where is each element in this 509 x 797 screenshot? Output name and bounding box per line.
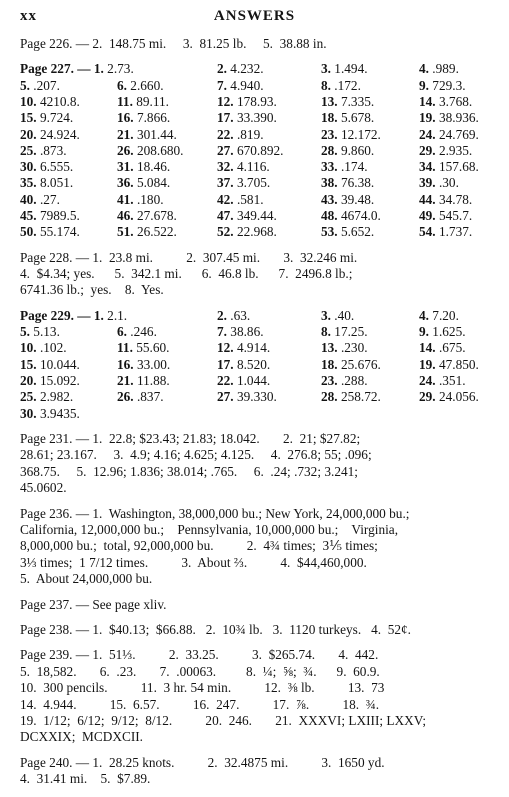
item-number: 25. xyxy=(20,142,40,158)
answer-line: Page 228. — 1. 23.8 mi. 2. 307.45 mi. 3. 32.246 mi. xyxy=(20,249,358,265)
item-number: 39. xyxy=(419,175,439,191)
page-title: ANSWERS xyxy=(213,8,296,24)
item-number: 21. xyxy=(117,373,137,389)
answer-line: 28.61; 23.167. 3. 4.9; 4.16; 4.625; 4.125. 4. 276.8; 55; .096; xyxy=(20,447,372,463)
answer-item xyxy=(117,143,217,159)
item-value: 47.850. xyxy=(438,356,479,372)
item-number: 31. xyxy=(117,159,137,175)
item-value: 1.625. xyxy=(432,324,466,340)
answer-item xyxy=(321,192,419,208)
item-number: 30. xyxy=(20,159,40,175)
item-number: 48. xyxy=(321,208,341,224)
answer-item xyxy=(117,340,217,356)
item-number: 4. xyxy=(419,307,433,323)
item-number: 11. xyxy=(117,340,137,356)
item-value: 24.056. xyxy=(438,389,479,405)
item-value: 5.13. xyxy=(33,324,60,340)
item-number: 24. xyxy=(419,373,439,389)
item-number: 41. xyxy=(117,191,137,207)
item-number: 52. xyxy=(217,224,237,240)
item-value: 17.25. xyxy=(334,324,368,340)
item-value: .172. xyxy=(334,77,361,93)
item-number: 12. xyxy=(217,340,237,356)
answer-item xyxy=(217,224,321,240)
item-value: .351. xyxy=(438,373,466,389)
item-number: 19. xyxy=(419,356,439,372)
item-value: .174. xyxy=(340,159,368,175)
section-page-226 xyxy=(20,36,500,52)
item-value: 38.86. xyxy=(230,324,264,340)
item-value: 2.982. xyxy=(39,389,74,405)
answer-item xyxy=(217,373,321,389)
item-value: 4.914. xyxy=(236,340,271,356)
answer-item xyxy=(419,389,500,405)
answer-item xyxy=(419,127,500,143)
answer-item xyxy=(117,224,217,240)
item-number: 49. xyxy=(419,208,439,224)
item-value: 349.44. xyxy=(236,208,277,224)
answer-item xyxy=(321,127,419,143)
item-number: 47. xyxy=(217,208,237,224)
answer-item xyxy=(117,175,217,191)
answer-item xyxy=(217,175,321,191)
item-value: 4210.8. xyxy=(39,94,80,109)
item-value: 26.522. xyxy=(136,224,177,240)
item-value: 55.60. xyxy=(136,340,170,356)
answer-line: Page 237. — See page xliv. xyxy=(20,596,167,612)
item-number: 23. xyxy=(321,373,341,389)
answer-item xyxy=(419,208,500,224)
item-number: 44. xyxy=(419,191,439,207)
item-value: 3.768. xyxy=(438,94,473,109)
item-value: .819. xyxy=(236,126,264,142)
answers-body xyxy=(20,36,500,797)
item-number: 5. xyxy=(20,324,34,340)
item-value: .675. xyxy=(438,340,466,356)
answer-line: California, 12,000,000 bu.; Pennsylvania, 10,000,000 bu.; Virginia, xyxy=(20,522,399,537)
answer-item xyxy=(20,94,117,110)
answer-line: Page 236. — 1. Washington, 38,000,000 bu.; New York, 24,000,000 bu.; xyxy=(20,505,410,521)
item-value: 7.866. xyxy=(136,110,171,126)
page-number: xx xyxy=(20,8,37,24)
item-number: 13. xyxy=(321,340,341,356)
answer-line: Page 238. — 1. $40.13; $66.88. 2. 10¾ lb. 3. 1120 turkeys. 4. 52¢. xyxy=(20,622,412,638)
answer-line: 368.75. 5. 12.96; 1.836; 38.014; .765. 6. .24; .732; 3.241; xyxy=(20,463,358,479)
item-number: 28. xyxy=(321,142,341,158)
answer-item xyxy=(217,127,321,143)
item-value: 258.72. xyxy=(340,389,381,405)
answer-item xyxy=(20,78,117,94)
item-value: 4.116. xyxy=(236,159,270,175)
item-value: 8.520. xyxy=(236,356,271,372)
answer-line: Page 240. — 1. 28.25 knots. 2. 32.4875 mi. 3. 1650 yd. xyxy=(20,754,385,770)
answer-item xyxy=(20,127,117,143)
item-number: 18. xyxy=(321,356,341,372)
answer-item xyxy=(321,208,419,224)
answer-line: Page 226. — 2. 148.75 mi. 3. 81.25 lb. 5. 38.88 in. xyxy=(20,36,327,51)
answer-item xyxy=(20,208,117,224)
answer-item xyxy=(321,308,419,324)
answer-item xyxy=(20,192,117,208)
item-value: .30. xyxy=(438,175,459,191)
answer-item xyxy=(20,61,217,77)
item-number: 8. xyxy=(321,324,335,340)
item-number: 10. xyxy=(20,340,40,356)
item-value: 5.678. xyxy=(340,110,375,126)
section-page-227 xyxy=(20,61,500,240)
item-value: .207. xyxy=(33,77,60,93)
item-value: 2.935. xyxy=(438,142,473,158)
answer-item xyxy=(321,175,419,191)
item-value: 24.769. xyxy=(438,126,479,142)
answer-item xyxy=(117,78,217,94)
item-value: 4674.0. xyxy=(340,208,381,224)
answer-item xyxy=(419,110,500,126)
item-number: 14. xyxy=(419,340,439,356)
item-value: .230. xyxy=(340,340,368,356)
item-value: .40. xyxy=(334,307,355,323)
answer-item xyxy=(217,308,321,324)
item-value: 1.494. xyxy=(334,61,368,77)
item-number: 11. xyxy=(117,94,137,109)
item-number: 10. xyxy=(20,94,40,109)
answer-item xyxy=(217,389,321,405)
answer-item xyxy=(321,143,419,159)
item-number: 32. xyxy=(217,159,237,175)
section-page-239 xyxy=(20,647,500,745)
item-number: 46. xyxy=(117,208,137,224)
item-number: 17. xyxy=(217,110,237,126)
item-number: 26. xyxy=(117,389,137,405)
answer-item xyxy=(20,406,117,422)
answer-item xyxy=(419,94,500,110)
item-number: 26. xyxy=(117,142,137,158)
answer-item xyxy=(20,159,117,175)
answer-item xyxy=(321,357,419,373)
answer-line: 4. 31.41 mi. 5. $7.89. xyxy=(20,771,151,787)
item-value: .989. xyxy=(432,61,459,77)
answer-item xyxy=(321,159,419,175)
item-number: 54. xyxy=(419,224,439,240)
item-value: 39.48. xyxy=(340,191,375,207)
item-value: 9.860. xyxy=(340,142,375,158)
item-number: 28. xyxy=(321,389,341,405)
answer-line: 10. 300 pencils. 11. 3 hr. 54 min. 12. ⅜ lb. 13. 73 xyxy=(20,680,385,696)
item-number: 22. xyxy=(217,126,237,142)
answer-line: 14. 4.944. 15. 6.57. 16. 247. 17. ⅞. 18. ¾. xyxy=(20,696,380,712)
item-number: 27. xyxy=(217,142,237,158)
answer-line: 8,000,000 bu.; total, 92,000,000 bu. 2. 4¾ times; 3⅕ times; xyxy=(20,538,378,554)
item-number: 43. xyxy=(321,191,341,207)
item-value: .837. xyxy=(136,389,164,405)
item-number: 4. xyxy=(419,61,433,77)
item-number: 37. xyxy=(217,175,237,191)
section-page-237 xyxy=(20,597,500,613)
item-value: 7.335. xyxy=(340,94,375,109)
answer-item xyxy=(20,340,117,356)
item-number: 51. xyxy=(117,224,137,240)
item-value: 10.044. xyxy=(39,356,80,372)
item-value: 4.940. xyxy=(230,77,264,93)
answer-line: DCXXIX; MCDXCII. xyxy=(20,729,143,745)
item-value: 38.936. xyxy=(438,110,479,126)
item-number: 9. xyxy=(419,324,433,340)
answer-item xyxy=(20,224,117,240)
answer-item xyxy=(217,357,321,373)
item-value: 15.092. xyxy=(39,373,80,389)
answer-item xyxy=(419,340,500,356)
answer-line: 19. 1/12; 6/12; 9/12; 8/12. 20. 246. 21. XXXVI; LXIII; LXXV; xyxy=(20,713,427,729)
answer-item xyxy=(117,192,217,208)
item-value: .288. xyxy=(340,373,368,389)
answer-line: 6741.36 lb.; yes. 8. Yes. xyxy=(20,282,164,298)
item-value: 11.88. xyxy=(136,373,170,389)
answer-item xyxy=(20,373,117,389)
answer-item xyxy=(419,192,500,208)
answer-item xyxy=(419,357,500,373)
section-label: Page 229. — xyxy=(20,307,94,323)
section-page-238 xyxy=(20,622,500,638)
answer-item xyxy=(217,159,321,175)
answer-line: 4. $4.34; yes. 5. 342.1 mi. 6. 46.8 lb. 7. 2496.8 lb.; xyxy=(20,266,353,282)
item-number: 36. xyxy=(117,175,137,191)
item-number: 6. xyxy=(117,77,131,93)
item-value: 6.555. xyxy=(39,159,74,175)
answer-line: 5. About 24,000,000 bu. xyxy=(20,571,153,587)
item-value: 178.93. xyxy=(236,94,277,109)
item-value: .581. xyxy=(236,191,264,207)
item-value: 545.7. xyxy=(438,208,473,224)
answer-item xyxy=(20,308,217,324)
item-number: 22. xyxy=(217,373,237,389)
item-value: 27.678. xyxy=(136,208,177,224)
answer-item xyxy=(419,61,500,77)
item-value: .63. xyxy=(230,307,251,323)
item-value: 39.330. xyxy=(236,389,277,405)
item-value: .246. xyxy=(130,324,157,340)
answer-item xyxy=(20,357,117,373)
item-number: 42. xyxy=(217,191,237,207)
answer-item xyxy=(321,389,419,405)
answer-item xyxy=(321,324,419,340)
item-value: 670.892. xyxy=(236,142,284,158)
item-number: 7. xyxy=(217,77,231,93)
answer-item xyxy=(419,159,500,175)
answer-item xyxy=(217,94,321,110)
item-value: 24.924. xyxy=(39,126,80,142)
item-value: 3.9435. xyxy=(39,405,80,421)
page-header xyxy=(0,6,509,28)
item-value: 12.172. xyxy=(340,126,381,142)
item-number: 8. xyxy=(321,77,335,93)
item-value: .27. xyxy=(39,191,60,207)
section-label: Page 227. — xyxy=(20,61,94,77)
item-value: .180. xyxy=(136,191,164,207)
item-number: 6. xyxy=(117,324,131,340)
answer-item xyxy=(117,208,217,224)
item-value: 55.174. xyxy=(39,224,80,240)
section-page-229 xyxy=(20,308,500,422)
answer-item xyxy=(217,78,321,94)
item-number: 27. xyxy=(217,389,237,405)
item-number: 14. xyxy=(419,94,439,109)
item-number: 21. xyxy=(117,126,137,142)
answer-item xyxy=(20,324,117,340)
item-value: 208.680. xyxy=(136,142,184,158)
answer-line: 3⅓ times; 1 7/12 times. 3. About ⅔. 4. $44,460,000. xyxy=(20,554,367,570)
item-number: 16. xyxy=(117,356,137,372)
answer-item xyxy=(217,340,321,356)
item-value: 157.68. xyxy=(438,159,479,175)
answer-item xyxy=(419,224,500,240)
answer-item xyxy=(419,308,500,324)
item-number: 19. xyxy=(419,110,439,126)
answer-item xyxy=(20,110,117,126)
item-number: 18. xyxy=(321,110,341,126)
item-value: 76.38. xyxy=(340,175,375,191)
item-value: 2.73. xyxy=(107,61,134,77)
item-number: 1. xyxy=(93,61,108,77)
item-value: 5.652. xyxy=(340,224,375,240)
item-value: 33.390. xyxy=(236,110,277,126)
answer-item xyxy=(217,143,321,159)
answer-grid xyxy=(20,61,500,240)
item-value: 5.084. xyxy=(136,175,171,191)
item-value: 729.3. xyxy=(432,77,466,93)
item-number: 17. xyxy=(217,356,237,372)
item-number: 1. xyxy=(93,307,108,323)
item-number: 40. xyxy=(20,191,40,207)
answer-item xyxy=(117,159,217,175)
item-number: 5. xyxy=(20,77,34,93)
item-number: 20. xyxy=(20,373,40,389)
item-number: 2. xyxy=(217,61,231,77)
answer-line: Page 239. — 1. 51⅓. 2. 33.25. 3. $265.74. 4. 442. xyxy=(20,647,379,663)
answer-item xyxy=(217,192,321,208)
item-number: 15. xyxy=(20,110,40,126)
item-number: 30. xyxy=(20,405,40,421)
item-value: 2.1. xyxy=(107,307,128,323)
item-number: 20. xyxy=(20,126,40,142)
item-number: 24. xyxy=(419,126,439,142)
item-number: 29. xyxy=(419,389,439,405)
item-value: 34.78. xyxy=(438,191,473,207)
answer-item xyxy=(321,224,419,240)
answer-item xyxy=(117,389,217,405)
answer-item xyxy=(20,143,117,159)
item-value: 33.00. xyxy=(136,356,171,372)
answer-item xyxy=(419,373,500,389)
item-value: 18.46. xyxy=(136,159,171,175)
item-number: 34. xyxy=(419,159,439,175)
item-number: 45. xyxy=(20,208,40,224)
item-number: 35. xyxy=(20,175,40,191)
answer-item xyxy=(217,324,321,340)
item-number: 38. xyxy=(321,175,341,191)
answer-item xyxy=(117,110,217,126)
answer-item xyxy=(117,94,217,110)
answer-item xyxy=(321,373,419,389)
item-value: .102. xyxy=(39,340,67,356)
answer-item xyxy=(20,175,117,191)
item-number: 3. xyxy=(321,61,335,77)
item-value: 301.44. xyxy=(136,126,177,142)
item-value: 1.044. xyxy=(236,373,271,389)
answer-line: 45.0602. xyxy=(20,480,67,496)
answer-item xyxy=(217,110,321,126)
answer-item xyxy=(419,175,500,191)
item-number: 16. xyxy=(117,110,137,126)
section-page-228 xyxy=(20,250,500,299)
item-number: 12. xyxy=(217,94,237,109)
answer-item xyxy=(321,110,419,126)
item-value: 9.724. xyxy=(39,110,74,126)
answer-item xyxy=(217,61,321,77)
item-number: 13. xyxy=(321,94,341,109)
item-number: 23. xyxy=(321,126,341,142)
item-number: 29. xyxy=(419,142,439,158)
answer-item xyxy=(20,389,117,405)
item-value: 25.676. xyxy=(340,356,381,372)
item-value: 4.232. xyxy=(230,61,264,77)
item-value: 3.705. xyxy=(236,175,271,191)
answer-item xyxy=(117,357,217,373)
item-value: 1.737. xyxy=(438,224,473,240)
item-number: 25. xyxy=(20,389,40,405)
item-number: 33. xyxy=(321,159,341,175)
answer-item xyxy=(321,340,419,356)
item-number: 2. xyxy=(217,307,231,323)
item-value: 8.051. xyxy=(39,175,74,191)
item-value: 89.11. xyxy=(136,94,169,109)
item-number: 50. xyxy=(20,224,40,240)
answer-grid xyxy=(20,308,500,422)
answer-item xyxy=(217,208,321,224)
item-value: 7.20. xyxy=(432,307,459,323)
answer-item xyxy=(117,127,217,143)
answer-line: Page 231. — 1. 22.8; $23.43; 21.83; 18.042. 2. 21; $27.82; xyxy=(20,430,361,446)
answer-item xyxy=(321,94,419,110)
item-value: 7989.5. xyxy=(39,208,80,224)
item-value: .873. xyxy=(39,142,67,158)
answer-item xyxy=(117,373,217,389)
answer-line: 5. 18,582. 6. .23. 7. .00063. 8. ¼; ⅝; ¾. 9. 60.9. xyxy=(20,663,380,679)
item-value: 2.660. xyxy=(130,77,164,93)
item-number: 3. xyxy=(321,307,335,323)
answer-item xyxy=(419,143,500,159)
answer-item xyxy=(321,61,419,77)
section-page-231 xyxy=(20,431,500,497)
answer-item xyxy=(419,78,500,94)
item-number: 53. xyxy=(321,224,341,240)
section-page-236 xyxy=(20,506,500,588)
item-number: 7. xyxy=(217,324,231,340)
item-number: 15. xyxy=(20,356,40,372)
item-number: 9. xyxy=(419,77,433,93)
answer-item xyxy=(419,324,500,340)
answer-item xyxy=(117,324,217,340)
item-value: 22.968. xyxy=(236,224,277,240)
answer-item xyxy=(321,78,419,94)
